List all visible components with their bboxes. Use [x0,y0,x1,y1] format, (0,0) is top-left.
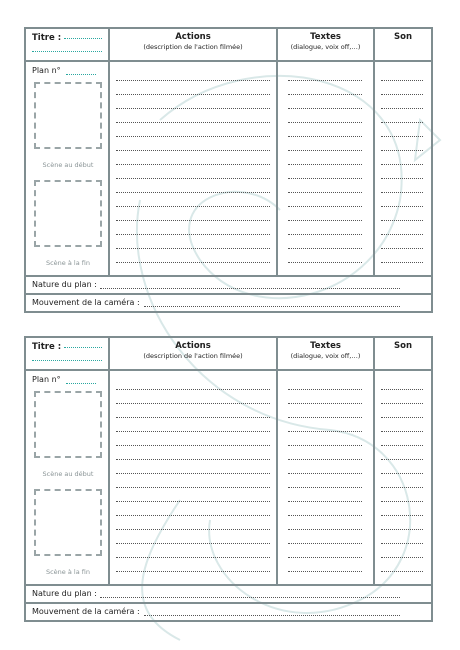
writing-line [381,459,423,460]
writing-line [381,164,423,165]
writing-line [381,389,423,390]
writing-line [288,150,362,151]
camera-movement-label: Mouvement de la caméra : [32,298,140,307]
title-label: Titre : [32,342,62,352]
plan-column [26,62,110,275]
title-cell[interactable] [26,29,110,62]
writing-line [288,487,362,488]
shot-sheet-2 [24,336,433,622]
writing-line [288,234,362,235]
writing-line [381,473,423,474]
writing-line [288,94,362,95]
writing-line [288,80,362,81]
writing-line [288,108,362,109]
writing-line [288,445,362,446]
end-scene-caption: Scène à la fin [45,568,90,576]
actions-column[interactable] [110,62,278,275]
start-scene-frame[interactable] [34,82,102,149]
writing-line [288,136,362,137]
title-dotted-line [32,360,102,361]
writing-line [381,501,423,502]
actions-header [110,338,278,371]
textes-title: Textes [310,341,341,351]
writing-line [116,389,270,390]
actions-subtitle: (description de l'action filmée) [143,43,243,51]
son-header [375,338,431,371]
writing-line [288,248,362,249]
writing-line [288,262,362,263]
writing-line [381,248,423,249]
plan-number-dotted-line[interactable] [66,383,96,384]
writing-line [381,557,423,558]
writing-line [288,501,362,502]
textes-title: Textes [310,32,341,42]
textes-header [278,29,375,62]
nature-label: Nature du plan : [32,589,97,598]
nature-row[interactable] [26,584,431,602]
writing-line [288,389,362,390]
writing-line [288,178,362,179]
writing-line [116,459,270,460]
writing-line [116,80,270,81]
start-scene-frame[interactable] [34,391,102,458]
writing-line [381,417,423,418]
start-scene-caption: Scène au début [42,470,94,478]
nature-dotted-line [100,288,400,289]
writing-line [381,515,423,516]
title-dotted-line [64,38,102,39]
textes-column[interactable] [278,371,375,584]
writing-line [288,431,362,432]
writing-line [288,192,362,193]
writing-line [288,164,362,165]
textes-column[interactable] [278,62,375,275]
writing-line [288,403,362,404]
writing-line [381,445,423,446]
plan-number-label: Plan n° [32,375,61,384]
nature-dotted-line [100,597,400,598]
writing-line [116,501,270,502]
camera-movement-label: Mouvement de la caméra : [32,607,140,616]
writing-line [381,529,423,530]
writing-line [288,206,362,207]
end-scene-frame[interactable] [34,489,102,556]
writing-line [288,515,362,516]
writing-line [381,431,423,432]
nature-label: Nature du plan : [32,280,97,289]
writing-line [381,136,423,137]
writing-line [116,248,270,249]
writing-line [381,178,423,179]
actions-subtitle: (description de l'action filmée) [143,352,243,360]
writing-line [381,543,423,544]
end-scene-frame[interactable] [34,180,102,247]
writing-line [116,220,270,221]
writing-line [288,417,362,418]
actions-column[interactable] [110,371,278,584]
plan-column [26,371,110,584]
writing-line [288,473,362,474]
title-dotted-line [64,347,102,348]
writing-line [288,529,362,530]
writing-line [381,108,423,109]
writing-line [116,487,270,488]
actions-title: Actions [175,32,211,42]
son-header [375,29,431,62]
writing-line [116,529,270,530]
writing-line [381,403,423,404]
actions-title: Actions [175,341,211,351]
writing-line [116,515,270,516]
writing-line [288,557,362,558]
writing-line [381,234,423,235]
writing-line [116,234,270,235]
title-dotted-line [32,51,102,52]
writing-line [116,571,270,572]
camera-movement-dotted-line [144,306,400,307]
writing-line [116,473,270,474]
writing-line [116,206,270,207]
camera-movement-row[interactable] [26,293,431,311]
son-title: Son [393,32,412,42]
writing-line [116,150,270,151]
textes-subtitle: (dialogue, voix off,…) [290,352,361,360]
textes-subtitle: (dialogue, voix off,…) [290,43,361,51]
writing-line [381,80,423,81]
nature-row[interactable] [26,275,431,293]
title-cell[interactable] [26,338,110,371]
son-column[interactable] [375,371,431,584]
writing-line [381,150,423,151]
writing-line [288,220,362,221]
writing-line [288,543,362,544]
writing-line [116,164,270,165]
writing-line [116,262,270,263]
writing-line [381,206,423,207]
writing-line [116,557,270,558]
writing-line [381,220,423,221]
writing-line [381,571,423,572]
writing-line [381,262,423,263]
start-scene-caption: Scène au début [42,161,94,169]
textes-header [278,338,375,371]
plan-number-dotted-line[interactable] [66,74,96,75]
shot-sheet-1 [24,27,433,313]
writing-line [116,543,270,544]
son-column[interactable] [375,62,431,275]
writing-line [116,94,270,95]
end-scene-caption: Scène à la fin [45,259,90,267]
title-label: Titre : [32,33,62,43]
writing-line [116,192,270,193]
writing-line [381,94,423,95]
writing-line [381,487,423,488]
writing-line [116,431,270,432]
camera-movement-dotted-line [144,615,400,616]
writing-line [116,417,270,418]
plan-number-label: Plan n° [32,66,61,75]
writing-line [116,403,270,404]
writing-line [288,122,362,123]
actions-header [110,29,278,62]
writing-line [288,571,362,572]
writing-line [288,459,362,460]
writing-line [381,192,423,193]
camera-movement-row[interactable] [26,602,431,620]
writing-line [116,445,270,446]
writing-line [381,122,423,123]
writing-line [116,178,270,179]
writing-line [116,136,270,137]
writing-line [116,108,270,109]
son-title: Son [393,341,412,351]
writing-line [116,122,270,123]
